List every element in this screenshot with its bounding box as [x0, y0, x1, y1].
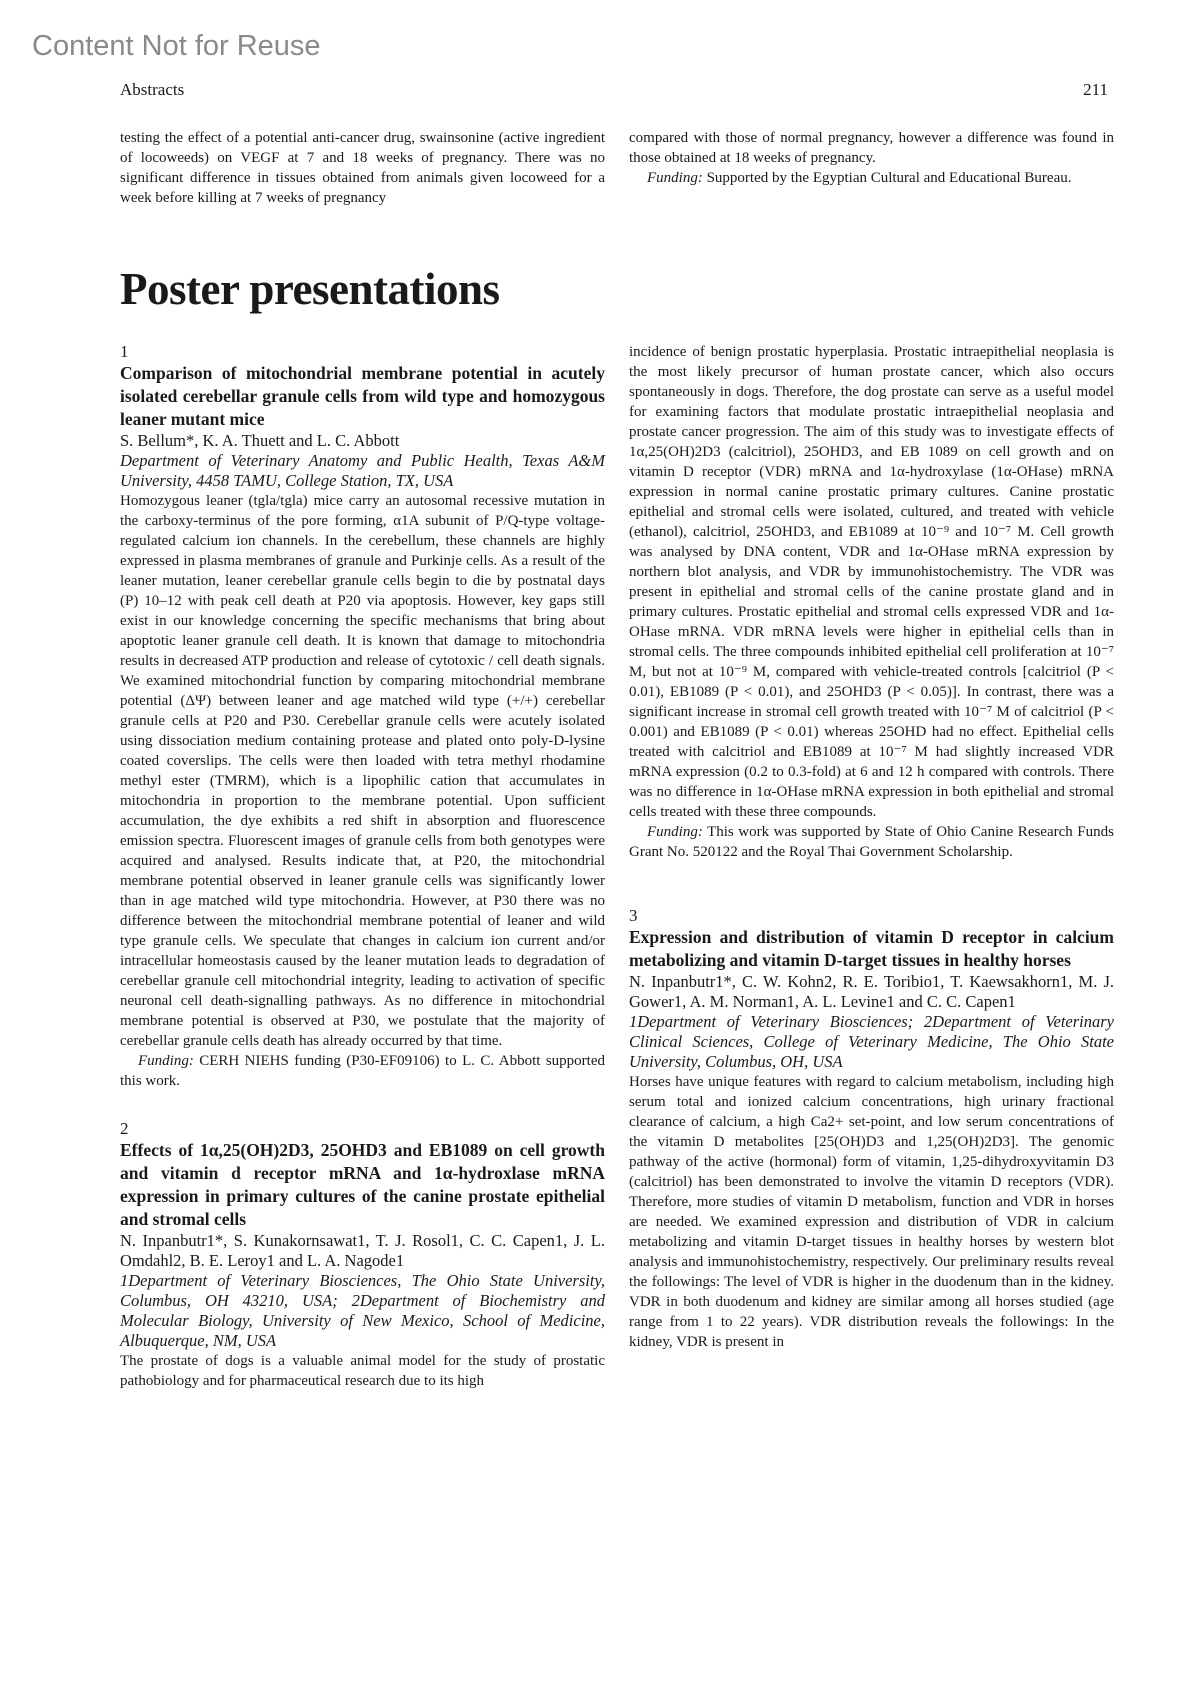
- abstract-title: Comparison of mitochondrial membrane potential in acutely isolated cerebellar granule cells from wild type and homozygous leaner mutant mice: [120, 363, 605, 429]
- funding-statement: [120, 1051, 605, 1091]
- continued-paragraph: testing the effect of a potential anti-cancer drug, swainsonine (active ingredient of locoweeds) on VEGF at 7 and 18 weeks of pregnancy. There was no significant difference in tissues obtained from animals given locoweed for a week before killing at 7 weeks of pregnancy: [120, 130, 605, 206]
- left-column: [120, 342, 605, 1391]
- section-title: Poster presentations: [120, 264, 500, 314]
- abstract-title: Expression and distribution of vitamin D receptor in calcium metabolizing and vitamin D-target tissues in healthy horses: [629, 927, 1114, 970]
- page-number: 211: [1083, 80, 1108, 99]
- watermark: Content Not for Reuse: [32, 30, 321, 62]
- continued-text-left: [120, 128, 605, 208]
- abstract-2: [120, 1119, 605, 1391]
- abstract-authors: N. Inpanbutr1*, S. Kunakornsawat1, T. J. Rosol1, C. C. Capen1, J. L. Omdahl2, B. E. Leroy1 and L. A. Nagode1: [120, 1231, 605, 1270]
- funding-statement: [629, 168, 1114, 188]
- abstract-number: 2: [120, 1119, 129, 1138]
- abstract-body: Homozygous leaner (tgla/tgla) mice carry an autosomal recessive mutation in the carboxy-terminus of the pore forming, α1A subunit of P/Q-type voltage-regulated calcium ion channels. In the cerebellum, these channels are highly expressed in plasma membranes of granule and Purkinje cells. As a result of the leaner mutation, leaner cerebellar granule cells begin to die by postnatal days (P) 10–12 with peak cell death at P20 via apoptosis. However, key gaps still exist in our knowledge concerning the specific mechanisms that bring about apoptotic leaner granule cell death. It is known that damage to mitochondria results in decreased ATP production and release of cytotoxic / cell death signals. We examined mitochondrial function by comparing mitochondrial membrane potential (ΔΨ) between leaner and age matched wild type (+/+) cerebellar granule cells at P20 and P30. Cerebellar granule cells were acutely isolated using dissociation medium containing protease and plated onto poly-D-lysine coated coverslips. The cells were then loaded with tetra methyl rhodamine methyl ester (TMRM), which is a lipophilic cation that accumulates in mitochondria in proportion to the membrane potential. Upon sufficient accumulation, the dye exhibits a red shift in absorption and fluorescence emission spectra. Fluorescent images of granule cells from both genotypes were acquired and analysed. Results indicate that, at P20, the mitochondrial membrane potential observed in leaner granule cells was significantly lower than in age matched wild type mitochondria. However, at P30 there was no difference between the mitochondrial membrane potential of leaner and wild type granule cells. We speculate that changes in calcium ion current and/or intracellular homeostasis caused by the leaner mutation leads to degradation of cerebellar granule cell mitochondrial integrity, leading to activation of specific neuronal cell death-signalling pathways. As no difference in mitochondrial membrane potential is observed at P30, we postulate that the majority of cerebellar granule cells death has already occurred by that time.: [120, 493, 605, 1049]
- abstract-body: The prostate of dogs is a valuable animal model for the study of prostatic pathobiology and for pharmaceutical research due to its high: [120, 1353, 605, 1389]
- right-column: [629, 342, 1114, 1352]
- running-head: Abstracts: [120, 80, 185, 99]
- abstract-affiliation: 1Department of Veterinary Biosciences, The Ohio State University, Columbus, OH 43210, USA; 2Department of Biochemistry and Molecular Biology, University of New Mexico, School of Medicine, Albuquerque, NM, USA: [120, 1271, 605, 1350]
- abstract-authors: S. Bellum*, K. A. Thuett and L. C. Abbott: [120, 431, 400, 450]
- abstract-authors: N. Inpanbutr1*, C. W. Kohn2, R. E. Toribio1, T. Kaewsakhorn1, M. J. Gower1, A. M. Norman1, A. L. Levine1 and C. C. Capen1: [629, 972, 1114, 1011]
- continued-paragraph: compared with those of normal pregnancy, however a difference was found in those obtained at 18 weeks of pregnancy.: [629, 130, 1114, 166]
- funding-label: Funding:: [138, 1053, 194, 1069]
- funding-text: This work was supported by State of Ohio Canine Research Funds Grant No. 520122 and the Royal Thai Government Scholarship.: [629, 824, 1114, 860]
- abstract-affiliation: Department of Veterinary Anatomy and Public Health, Texas A&M University, 4458 TAMU, College Station, TX, USA: [120, 451, 605, 490]
- abstract-body: Horses have unique features with regard to calcium metabolism, including high serum total and ionized calcium concentrations, high urinary fractional clearance of calcium, a high Ca2+ set-point, and low serum concentrations of the vitamin D metabolites [25(OH)D3 and 1,25(OH)2D3]. The genomic pathway of the active (hormonal) form of vitamin, 1,25-dihydroxyvitamin D3 (calcitriol) has been demonstrated to involve the vitamin D receptors (VDR). Therefore, more studies of vitamin D metabolism, function and VDR in horses are needed. We examined expression and distribution of VDR in calcium metabolizing and vitamin D-target tissues in healthy horses by western blot analysis and immunohistochemistry, respectively. Our preliminary results reveal the followings: The level of VDR is higher in the duodenum than in the kidney. VDR in both duodenum and kidney are similar among all horses studied (age range from 1 to 22 years). VDR distribution reveals the followings: In the kidney, VDR is present in: [629, 1074, 1114, 1350]
- funding-statement: [629, 822, 1114, 862]
- funding-text: Supported by the Egyptian Cultural and Educational Bureau.: [702, 170, 1072, 186]
- abstract-1: [120, 342, 605, 1091]
- abstract-number: 3: [629, 906, 638, 925]
- abstract-title: Effects of 1α,25(OH)2D3, 25OHD3 and EB1089 on cell growth and vitamin d receptor mRNA and 1α-hydroxlase mRNA expression in primary cultures of the canine prostate epithelial and stromal cells: [120, 1140, 605, 1229]
- abstract-3: [629, 906, 1114, 1352]
- funding-label: Funding:: [647, 824, 703, 840]
- funding-text: CERH NIEHS funding (P30-EF09106) to L. C. Abbott supported this work.: [120, 1053, 605, 1089]
- continued-text-right: [629, 128, 1114, 188]
- abstract-affiliation: 1Department of Veterinary Biosciences; 2Department of Veterinary Clinical Sciences, College of Veterinary Medicine, The Ohio State University, Columbus, OH, USA: [629, 1012, 1114, 1071]
- abstract-number: 1: [120, 342, 129, 361]
- funding-label: Funding:: [647, 170, 703, 186]
- abstract-body-continued: incidence of benign prostatic hyperplasia. Prostatic intraepithelial neoplasia is the most likely precursor of human prostate cancer, which also occurs spontaneously in dogs. Therefore, the dog prostate can serve as a useful model for examining factors that modulate prostatic intraepithelial neoplasia and prostate cancer progression. The aim of this study was to investigate effects of 1α,25(OH)2D3 (calcitriol), 25OHD3, and EB 1089 on cell growth and on vitamin D receptor (VDR) mRNA and 1α-hydroxylase (1α-OHase) mRNA expression in normal canine prostatic primary cultures. Canine prostatic epithelial and stromal cells were isolated, cultured, and treated with vehicle (ethanol), calcitriol, 25OHD3, and EB1089 at 10⁻⁹ and 10⁻⁷ M. Cell growth was analysed by DNA content, VDR and 1α-OHase mRNA expression by northern blot analysis, and VDR by immunohistochemistry. The VDR was present in epithelial and stromal cells of the canine prostate gland and in primary cultures. Prostatic epithelial and stromal cells expressed VDR and 1α-OHase mRNA. VDR mRNA levels were higher in epithelial cells than in stromal cells. The three compounds inhibited epithelial cell proliferation at 10⁻⁷ M, but not at 10⁻⁹ M, compared with vehicle-treated controls [calcitriol (P < 0.01), EB1089 (P < 0.01), and 25OHD3 (P < 0.05)]. In contrast, there was a significant increase in stromal cell growth treated with 10⁻⁷ M of calcitriol (P < 0.001) and EB1089 (P < 0.01) whereas 25OHD had no effect. Epithelial cells treated with calcitriol and EB1089 at 10⁻⁷ M had slightly increased VDR mRNA expression (0.2 to 0.3-fold) at 6 and 12 h compared with controls. There was no difference in 1α-OHase mRNA expression in both epithelial and stromal cells treated with these three compounds.: [629, 344, 1114, 820]
